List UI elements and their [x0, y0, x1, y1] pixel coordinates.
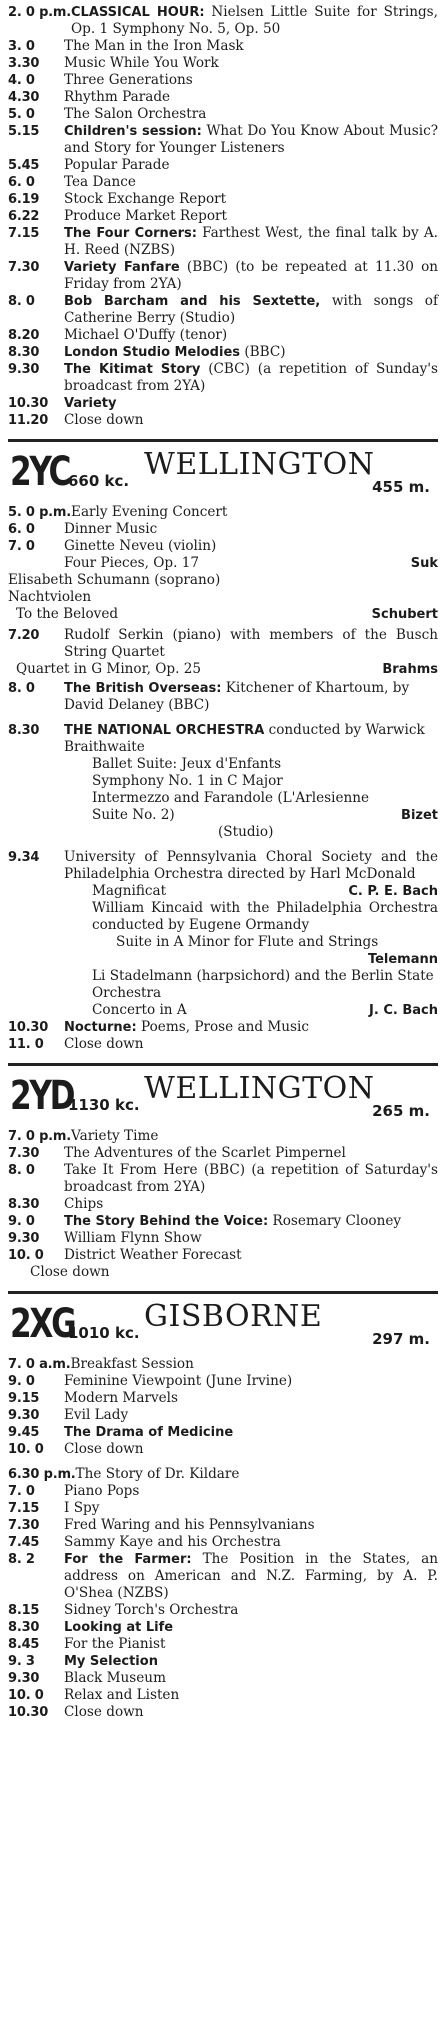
programme-row [8, 521, 438, 538]
programme-text: Rosemary Clooney [272, 1213, 402, 1229]
programme-time: 10.30 [8, 1705, 49, 1720]
work-title: Suite in A Minor for Flute and Strings [116, 934, 379, 950]
work-title: Four Pieces, Op. 17 [64, 555, 200, 571]
composer-name: Suk [410, 556, 438, 571]
programme-row [8, 157, 438, 174]
programme-close-row [8, 1264, 438, 1281]
programme-row [8, 1407, 438, 1424]
programme-text: Kitchener of Khartoum, by David Delaney (BBC) [64, 680, 410, 713]
programme-time: 9. 0 [8, 1374, 35, 1389]
programme-entry [64, 1145, 438, 1162]
programme-row [8, 55, 438, 72]
composer-name: C. P. E. Bach [348, 884, 438, 899]
programme-title: Nocturne: [64, 1020, 137, 1035]
programme-entry [64, 395, 438, 412]
programme-text: The Adventures of the Scarlet Pimpernel [64, 1145, 346, 1161]
programme-row [8, 504, 438, 521]
programme-entry [64, 412, 438, 429]
programme-time: 6. 0 [8, 522, 35, 537]
programme-time: 8.30 [8, 723, 40, 738]
programme-title: Looking at Life [64, 1620, 174, 1635]
programme-time: 5. 0 p.m. [8, 505, 72, 520]
station-city: WELLINGTON [144, 1071, 375, 1106]
station-frequency: 660 kc. [68, 472, 130, 490]
programme-row [8, 395, 438, 412]
programme-row [8, 1356, 438, 1373]
programme-text: (BBC) (to be repeated at 11.30 on Friday from 2YA) [64, 259, 439, 292]
programme-time: 2. 0 p.m. [8, 5, 72, 20]
programme-sub-row [8, 968, 438, 1002]
programme-row [8, 327, 438, 344]
programme-row [8, 1534, 438, 1551]
programme-text: Music While You Work [64, 55, 219, 71]
programme-time: 7.15 [8, 226, 40, 241]
station-call-sign: 2YD [10, 1073, 74, 1119]
station-wavelength: 455 m. [372, 478, 430, 496]
programme-time: 5.15 [8, 124, 40, 139]
programme-text: The Man in the Iron Mask [64, 38, 244, 54]
programme-time: 9.30 [8, 1408, 40, 1423]
programme-row [8, 38, 438, 55]
programme-entry [76, 1466, 438, 1483]
programme-text: Poems, Prose and Music [141, 1019, 309, 1035]
programme-entry [64, 293, 438, 327]
programme-text: Sidney Torch's Orchestra [64, 1602, 239, 1618]
programme-time: 8.20 [8, 328, 40, 343]
programme-time: 4. 0 [8, 73, 35, 88]
programme-entry [64, 361, 438, 395]
programme-row [8, 1036, 438, 1053]
programme-sub-row [8, 756, 438, 773]
programme-entry [64, 174, 438, 191]
programme-list-2xg-evening [8, 1466, 438, 1721]
programme-title: THE NATIONAL ORCHESTRA [64, 723, 265, 738]
programme-text: Close down [64, 1704, 144, 1720]
programme-row [8, 1390, 438, 1407]
programme-title: The Kitimat Story [64, 362, 201, 377]
programme-row [8, 1128, 438, 1145]
programme-time: 9.30 [8, 1671, 40, 1686]
programme-entry [64, 89, 438, 106]
performer-line: William Kincaid with the Philadelphia Orchestra conducted by Eugene Ormandy [92, 900, 438, 933]
programme-entry [64, 1534, 438, 1551]
programme-time: 9. 3 [8, 1654, 35, 1669]
programme-entry [64, 1670, 438, 1687]
programme-time: 7. 0 [8, 539, 35, 554]
work-title: Concerto in A [92, 1002, 187, 1018]
studio-note: (Studio) [218, 824, 274, 840]
programme-time: 9.30 [8, 1231, 40, 1246]
programme-text: conducted by Warwick Braithwaite [64, 722, 425, 755]
programme-time: 7.45 [8, 1535, 40, 1550]
programme-title: Bob Barcham and his Sextette, [64, 294, 321, 309]
programme-text: What Do You Know About Music? and Story for Younger Listeners [64, 123, 438, 156]
programme-entry [64, 55, 438, 72]
programme-row [8, 225, 438, 259]
programme-time: 3. 0 [8, 39, 35, 54]
programme-row [8, 1636, 438, 1653]
programme-entry [64, 344, 438, 361]
programme-entry [64, 1373, 438, 1390]
programme-row [8, 1373, 438, 1390]
programme-entry [64, 123, 438, 157]
programme-text: University of Pennsylvania Choral Society and the Philadelphia Orchestra directed by Harl McDonald [64, 849, 438, 882]
programme-text: Piano Pops [64, 1483, 140, 1499]
programme-time: 6. 0 [8, 175, 35, 190]
programme-time: 7.30 [8, 1518, 40, 1533]
programme-row [8, 722, 438, 756]
programme-entry [64, 157, 438, 174]
programme-text: Feminine Viewpoint (June Irvine) [64, 1373, 293, 1389]
programme-row [8, 1670, 438, 1687]
programme-entry [64, 1602, 438, 1619]
programme-time: 10.30 [8, 396, 49, 411]
programme-title: CLASSICAL HOUR: [71, 5, 205, 20]
programme-text: Sammy Kaye and his Orchestra [64, 1534, 281, 1550]
programme-entry [64, 106, 438, 123]
programme-time: 6.30 p.m. [8, 1467, 76, 1482]
programme-entry [64, 1230, 438, 1247]
programme-time: 11. 0 [8, 1037, 44, 1052]
station-city: WELLINGTON [144, 447, 375, 482]
programme-sub-row [8, 606, 438, 623]
work-title: Ballet Suite: Jeux d'Enfants [92, 756, 282, 772]
programme-row [8, 344, 438, 361]
programme-sub-row [8, 934, 438, 951]
programme-row [8, 1019, 438, 1036]
programme-row [8, 1500, 438, 1517]
work-title: Symphony No. 1 in C Major [92, 773, 283, 789]
programme-entry [64, 1424, 438, 1441]
composer-name: Telemann [367, 952, 438, 967]
programme-text: District Weather Forecast [64, 1247, 242, 1263]
programme-time: 7. 0 a.m. [8, 1357, 71, 1372]
programme-entry [64, 1517, 438, 1534]
programme-text: The Salon Orchestra [64, 106, 207, 122]
programme-time: 7. 0 p.m. [8, 1129, 72, 1144]
programme-sub-row [8, 1002, 438, 1019]
programme-row [8, 849, 438, 883]
programme-text: Variety Time [71, 1128, 159, 1144]
programme-row [8, 412, 438, 429]
programme-entry [64, 1247, 438, 1264]
programme-time: 8. 2 [8, 1552, 35, 1567]
programme-text: (CBC) (a repetition of Sunday's broadcast from 2YA) [64, 361, 438, 394]
programme-time: 9.15 [8, 1391, 40, 1406]
programme-time: 10.30 [8, 1020, 49, 1035]
composer-name: J. C. Bach [369, 1003, 438, 1018]
programme-entry [64, 1407, 438, 1424]
programme-row [8, 1551, 438, 1602]
programme-entry [64, 1483, 438, 1500]
programme-text: Produce Market Report [64, 208, 227, 224]
programme-title: Variety [64, 396, 117, 411]
programme-text: Close down [64, 412, 144, 428]
composer-name: Brahms [382, 662, 438, 677]
programme-list-top [8, 4, 438, 429]
performer-line: Elisabeth Schumann (soprano) [8, 572, 221, 588]
programme-row [8, 174, 438, 191]
programme-text: Evil Lady [64, 1407, 129, 1423]
programme-time: 8. 0 [8, 1163, 35, 1178]
programme-title: The Four Corners: [64, 226, 197, 241]
programme-entry [64, 1619, 438, 1636]
programme-list-2yd [8, 1128, 438, 1264]
programme-time: 11.20 [8, 413, 49, 428]
station-header-2xg [8, 1291, 438, 1350]
programme-text: I Spy [64, 1500, 100, 1516]
programme-text: Rhythm Parade [64, 89, 171, 105]
programme-time: 5. 0 [8, 107, 35, 122]
programme-entry [64, 1551, 438, 1602]
programme-text: Three Generations [64, 72, 193, 88]
station-wavelength: 265 m. [372, 1102, 430, 1120]
programme-entry [64, 1704, 438, 1721]
programme-time: 8.30 [8, 1197, 40, 1212]
programme-title: London Studio Melodies [64, 345, 240, 360]
programme-row [8, 1162, 438, 1196]
work-title: To the Beloved [16, 606, 119, 622]
programme-sub-row [8, 555, 438, 572]
programme-text: Black Museum [64, 1670, 166, 1686]
programme-text: The Position in the States, an address on American and N.Z. Farming, by A. P. O'Shea (NZBS) [64, 1551, 438, 1601]
programme-row [8, 1517, 438, 1534]
programme-time: 8. 0 [8, 681, 35, 696]
programme-time: 10. 0 [8, 1442, 44, 1457]
programme-text: Tea Dance [64, 174, 136, 190]
programme-time: 7.15 [8, 1501, 40, 1516]
programme-time: 5.45 [8, 158, 40, 173]
programme-sub-row [8, 572, 438, 589]
section-gap [8, 1458, 438, 1466]
programme-row [8, 1247, 438, 1264]
programme-text: Farthest West, the final talk by A. H. Reed (NZBS) [64, 225, 438, 258]
programme-entry [64, 1162, 438, 1196]
programme-time: 9.30 [8, 362, 40, 377]
programme-row [8, 680, 438, 714]
programme-row [8, 1441, 438, 1458]
programme-text: Close down [30, 1264, 110, 1280]
programme-row [8, 123, 438, 157]
programme-time: 7.30 [8, 260, 40, 275]
programme-row [8, 191, 438, 208]
programme-entry [71, 1128, 438, 1145]
programme-row [8, 627, 438, 661]
programme-text: Relax and Listen [64, 1687, 180, 1703]
programme-entry [64, 1390, 438, 1407]
programme-row [8, 1466, 438, 1483]
programme-time: 6.19 [8, 192, 40, 207]
programme-text: Popular Parade [64, 157, 170, 173]
programme-time: 8.15 [8, 1603, 40, 1618]
programme-entry [64, 1687, 438, 1704]
programme-entry [64, 1213, 438, 1230]
programme-text: Chips [64, 1196, 104, 1212]
programme-row [8, 1230, 438, 1247]
work-title: Nachtviolen [8, 589, 92, 605]
programme-time: 9.34 [8, 850, 40, 865]
programme-row [8, 106, 438, 123]
programme-row [8, 1145, 438, 1162]
programme-entry [70, 1356, 438, 1373]
programme-text: (BBC) [244, 344, 286, 360]
work-title: Intermezzo and Farandole (L'Arlesienne Suite No. 2) [92, 790, 370, 823]
programme-time: 7. 0 [8, 1484, 35, 1499]
programme-time: 3.30 [8, 56, 40, 71]
programme-time: 8. 0 [8, 294, 35, 309]
programme-list-2xg-morning [8, 1356, 438, 1458]
programme-row [8, 293, 438, 327]
work-title: Quartet in G Minor, Op. 25 [16, 661, 202, 677]
programme-text: Breakfast Session [70, 1356, 194, 1372]
station-frequency: 1010 kc. [68, 1324, 140, 1342]
programme-sub-row [8, 824, 438, 841]
programme-title: The British Overseas: [64, 681, 222, 696]
programme-text: Dinner Music [64, 521, 158, 537]
programme-title: Children's session: [64, 124, 202, 139]
programme-title: The Story Behind the Voice: [64, 1214, 269, 1229]
programme-text: Close down [64, 1036, 144, 1052]
station-header-2yc [8, 439, 438, 498]
programme-row [8, 538, 438, 555]
programme-list-2yc [8, 504, 438, 1053]
programme-row [8, 1653, 438, 1670]
station-wavelength: 297 m. [372, 1330, 430, 1348]
programme-entry [71, 4, 438, 38]
programme-time: 7.20 [8, 628, 40, 643]
programme-text: For the Pianist [64, 1636, 166, 1652]
programme-text: Modern Marvels [64, 1390, 178, 1406]
programme-title: For the Farmer: [64, 1552, 192, 1567]
programme-sub-row [8, 589, 438, 606]
programme-time: 8.45 [8, 1637, 40, 1652]
programme-text: Early Evening Concert [71, 504, 228, 520]
programme-sub-row [8, 790, 438, 824]
station-call-sign: 2YC [10, 449, 70, 495]
programme-text: Take It From Here (BBC) (a repetition of Saturday's broadcast from 2YA) [64, 1162, 438, 1195]
programme-entry [64, 259, 438, 293]
station-call-sign: 2XG [10, 1301, 75, 1347]
programme-time: 4.30 [8, 90, 40, 105]
composer-name: Bizet [401, 808, 438, 823]
programme-row [8, 1704, 438, 1721]
programme-text: Rudolf Serkin (piano) with members of the Busch String Quartet [64, 627, 438, 660]
programme-row [8, 1213, 438, 1230]
programme-row [8, 259, 438, 293]
programme-entry [64, 208, 438, 225]
programme-text: William Flynn Show [64, 1230, 202, 1246]
programme-entry [64, 1500, 438, 1517]
programme-text: Nielsen Little Suite for Strings, Op. 1 Symphony No. 5, Op. 50 [71, 4, 438, 37]
programme-time: 10. 0 [8, 1688, 44, 1703]
programme-title: The Drama of Medicine [64, 1425, 234, 1440]
programme-sub-row [8, 661, 438, 678]
programme-sub-row [8, 951, 438, 968]
programme-row [8, 1619, 438, 1636]
programme-text: Ginette Neveu (violin) [64, 538, 217, 554]
programme-row [8, 208, 438, 225]
programme-time: 9. 0 [8, 1214, 35, 1229]
programme-text: Michael O'Duffy (tenor) [64, 327, 228, 343]
programme-entry [64, 191, 438, 208]
programme-row [8, 89, 438, 106]
programme-entry [64, 1653, 438, 1670]
station-header-2yd [8, 1063, 438, 1122]
programme-row [8, 1196, 438, 1213]
programme-title: My Selection [64, 1654, 158, 1669]
composer-name: Schubert [371, 607, 438, 622]
programme-row [8, 1687, 438, 1704]
programme-time: 6.22 [8, 209, 40, 224]
programme-entry [64, 38, 438, 55]
programme-entry [64, 72, 438, 89]
programme-text: with songs of Catherine Berry (Studio) [64, 293, 439, 326]
programme-time: 10. 0 [8, 1248, 44, 1263]
programme-time: 9.45 [8, 1425, 40, 1440]
programme-row [8, 1424, 438, 1441]
programme-text: Stock Exchange Report [64, 191, 227, 207]
programme-row [8, 361, 438, 395]
programme-time: 8.30 [8, 1620, 40, 1635]
station-frequency: 1130 kc. [68, 1096, 140, 1114]
programme-text: The Story of Dr. Kildare [75, 1466, 240, 1482]
programme-sub-row [8, 883, 438, 900]
work-title: Magnificat [92, 883, 167, 899]
programme-sub-row [8, 773, 438, 790]
programme-row [8, 4, 438, 38]
programme-text: Fred Waring and his Pennsylvanians [64, 1517, 315, 1533]
programme-time: 7.30 [8, 1146, 40, 1161]
programme-title: Variety Fanfare [64, 260, 180, 275]
programme-time: 8.30 [8, 345, 40, 360]
programme-entry [64, 225, 438, 259]
programme-entry [64, 1196, 438, 1213]
performer-line: Li Stadelmann (harpsichord) and the Berlin State Orchestra [92, 968, 434, 1001]
programme-row [8, 1483, 438, 1500]
station-city: GISBORNE [144, 1299, 323, 1334]
programme-entry [64, 1636, 438, 1653]
programme-row [8, 1602, 438, 1619]
programme-entry [64, 327, 438, 344]
programme-entry [64, 1441, 438, 1458]
programme-row [8, 72, 438, 89]
programme-sub-row [8, 900, 438, 934]
programme-text: Close down [64, 1441, 144, 1457]
